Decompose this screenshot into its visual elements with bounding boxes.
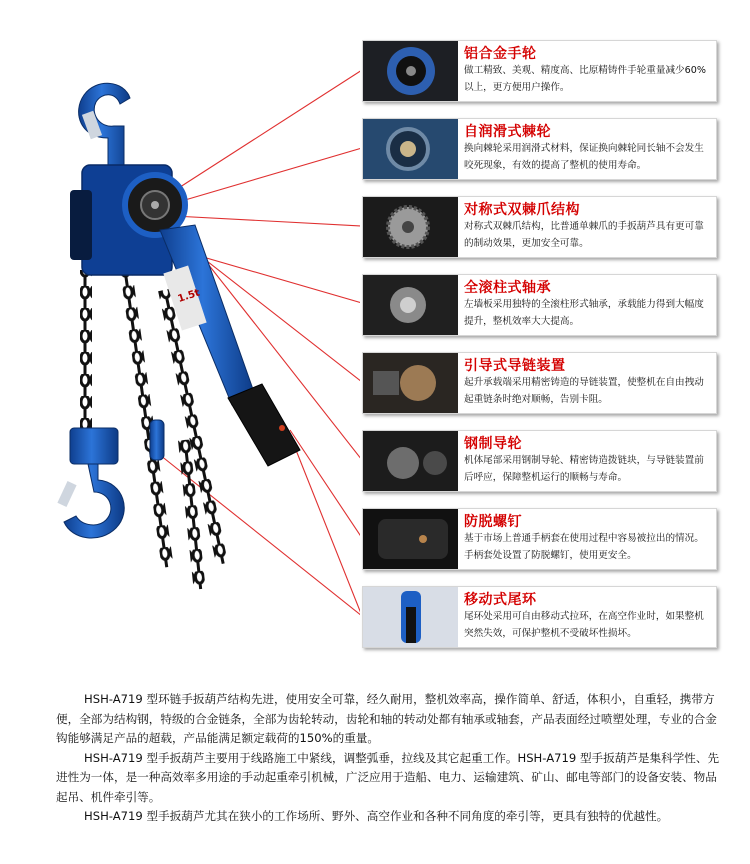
steel-guide-wheel-photo-icon — [363, 431, 458, 491]
description-paragraph: HSH-A719 型环链手扳葫芦结构先进，使用安全可靠，经久耐用，整机效率高，操作简单、舒适，体积小，自重轻，携带方便，全部为结构钢，特级的合金链条，全部为齿轮转动，齿轮和轴的转动处都有轴承或轴套，产品表面经过喷塑处理，专业的合金钩能够满足产品的超载，产品能满足额定载荷的150%的重量。 — [56, 692, 717, 745]
bottom-hook — [57, 428, 124, 538]
feature-description: 基于市场上普通手柄套在使用过程中容易被拉出的情况。手柄套处设置了防脱螺钉，使用更安全。 — [464, 533, 704, 561]
feature-title: 全滚柱式轴承 — [464, 280, 551, 296]
feature-description: 机体尾部采用钢制导轮、精密铸造拨链块，与导链装置前后呼应，保障整机运行的顺畅与寿命。 — [464, 455, 704, 483]
anti-slip-screw-photo-icon — [363, 509, 458, 569]
feature-card-double-pawl — [362, 196, 717, 258]
ratchet-photo-icon — [363, 119, 458, 179]
double-pawl-photo-icon — [363, 197, 458, 257]
hoist-body — [70, 165, 185, 275]
feature-card-anti-slip-screw — [362, 508, 717, 570]
lever-hoist-illustration — [0, 0, 360, 640]
feature-title: 移动式尾环 — [464, 592, 537, 608]
feature-card-steel-guide-wheel — [362, 430, 717, 492]
feature-card-ratchet — [362, 118, 717, 180]
pointer-lines — [155, 70, 360, 616]
feature-description: 尾环处采用可自由移动式拉环，在高空作业时，如果整机突然失效，可保护整机不受破坏性损坏。 — [464, 611, 704, 639]
feature-title: 对称式双棘爪结构 — [464, 202, 580, 218]
feature-description: 对称式双棘爪结构，比普通单棘爪的手扳葫芦具有更可靠的制动效果，更加安全可靠。 — [464, 221, 704, 249]
feature-description: 左墙板采用独特的全滚柱形式轴承，承载能力得到大幅度提升，整机效率大大提高。 — [464, 299, 704, 327]
product-description — [56, 690, 720, 827]
description-paragraph: HSH-A719 型手扳葫芦主要用于线路施工中紧线，调整弧垂，拉线及其它起重工作。HSH-A719 型手扳葫芦是集科学性、先进性为一体，是一种高效率多用途的手动起重牵引机械，广泛应用于造船、电力、运输建筑、矿山、邮电等部门的设备安装、物品起吊、机件牵引等。 — [56, 750, 720, 804]
feature-title: 自润滑式棘轮 — [464, 124, 551, 140]
feature-description: 做工精致、美观、精度高、比原精铸件手轮重量减少60%以上，更方便用户操作。 — [464, 65, 706, 93]
description-paragraph: HSH-A719 型手扳葫芦尤其在狭小的工作场所、野外、高空作业和各种不同角度的牵引等，更具有独特的优越性。 — [84, 809, 669, 823]
feature-card-tail-ring — [362, 586, 717, 648]
handwheel-photo-icon — [363, 41, 458, 101]
capacity-label: 1.5t — [176, 287, 202, 305]
feature-card-chain-guide — [362, 352, 717, 414]
feature-card-roller-bearing — [362, 274, 717, 336]
feature-description: 换向棘轮采用润滑式材料，保证换向棘轮同长轴不会发生咬死现象，有效的提高了整机的使用寿命。 — [464, 143, 704, 171]
feature-description: 起升承载端采用精密铸造的导链装置，使整机在自由拽动起重链条时绝对顺畅，告别卡阻。 — [464, 377, 704, 405]
feature-title: 铝合金手轮 — [464, 46, 537, 62]
top-hook — [79, 83, 130, 165]
tail-ring-photo-icon — [363, 587, 458, 647]
feature-title: 防脱螺钉 — [464, 514, 522, 530]
feature-title: 引导式导链装置 — [464, 358, 566, 374]
roller-bearing-photo-icon — [363, 275, 458, 335]
chain-left — [80, 270, 92, 440]
feature-card-handwheel — [362, 40, 717, 102]
tail-ring — [150, 420, 164, 460]
chain-guide-photo-icon — [363, 353, 458, 413]
feature-title: 钢制导轮 — [464, 436, 522, 452]
